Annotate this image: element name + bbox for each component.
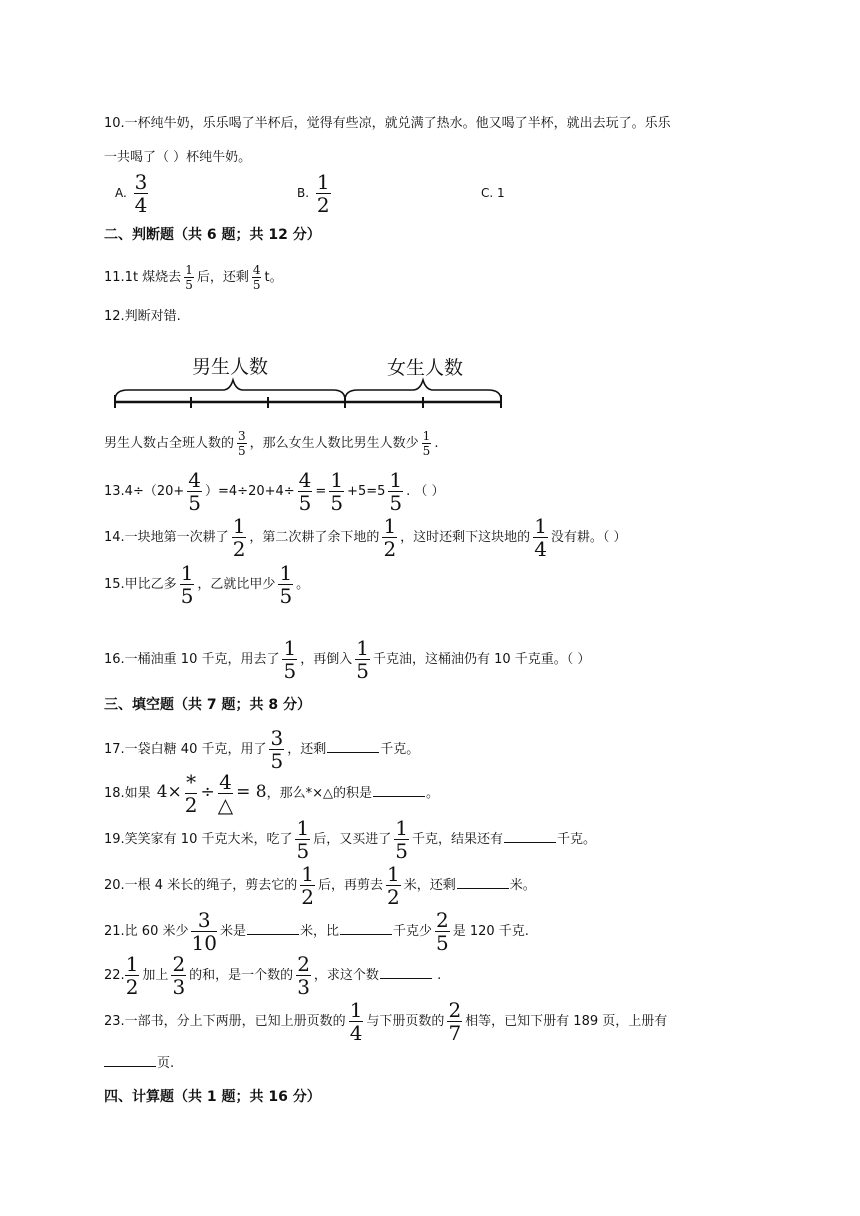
girls-label: 女生人数 bbox=[386, 357, 464, 379]
fraction: $\frac{1}{2}$ bbox=[232, 514, 246, 561]
fraction: $\frac{1}{5}$ bbox=[395, 816, 408, 863]
fraction: $\frac{1}{5}$ bbox=[422, 429, 431, 458]
fraction: $\frac{3}{10}$ bbox=[191, 908, 217, 955]
fraction: $\frac{4}{5}$ bbox=[298, 468, 312, 515]
answer-blank[interactable] bbox=[104, 1065, 156, 1067]
segment-diagram bbox=[108, 345, 508, 415]
answer-blank[interactable] bbox=[504, 841, 556, 843]
fraction: $\frac{1}{5}$ bbox=[180, 561, 194, 608]
q10-option-c: C. 1 bbox=[481, 186, 505, 200]
q12-statement: 男生人数占全班人数的 $\frac{3}{5}$ ，那么女生人数比男生人数少 $\frac{1}{5}$ . bbox=[104, 429, 439, 458]
fraction: $\frac{3}{5}$ bbox=[270, 726, 284, 773]
fraction: $\frac{1}{5}$ bbox=[356, 636, 369, 683]
q10-line2: 一共喝了（ ）杯纯牛奶。 bbox=[104, 150, 252, 165]
q13: 13.4÷（20+ $\frac{4}{5}$ ）=4÷20+4÷ $\frac{4}{5}$ = $\frac{1}{5}$ +5=5 $\frac{1}{5}$ . （ ） bbox=[104, 468, 445, 515]
boys-label: 男生人数 bbox=[191, 356, 269, 378]
q11: 11.1t 煤烧去 $\frac{1}{5}$ 后，还剩 $\frac{4}{5}$ t。 bbox=[104, 263, 283, 292]
q10-option-b bbox=[297, 172, 334, 215]
q17: 17.一袋白糖 40 千克，用了 $\frac{3}{5}$ ，还剩 千克。 bbox=[104, 726, 420, 773]
fraction: $\frac{1}{2}$ bbox=[316, 170, 330, 217]
fraction: $\frac{1}{4}$ bbox=[534, 514, 547, 561]
q20: 20.一根 4 米长的绳子，剪去它的 $\frac{1}{2}$ 后，再剪去 $\frac{1}{2}$ 米，还剩 米。 bbox=[104, 862, 536, 909]
q14: 14.一块地第一次耕了 $\frac{1}{2}$ ，第二次耕了余下地的 $\frac{1}{2}$ ，这时还剩下这块地的 $\frac{1}{4}$ 没有耕。（ ） bbox=[104, 514, 627, 561]
fraction: $\frac{2}{5}$ bbox=[435, 908, 449, 955]
option-b-label: B. bbox=[297, 186, 310, 200]
fraction: $\frac{3}{5}$ bbox=[238, 429, 246, 458]
fraction: $\frac{1}{5}$ bbox=[283, 636, 297, 683]
fraction: $\frac{1}{2}$ bbox=[383, 514, 397, 561]
fraction: $\frac{1}{2}$ bbox=[301, 862, 314, 909]
boys-brace bbox=[115, 380, 345, 400]
fraction: $\frac{1}{2}$ bbox=[125, 952, 139, 999]
fraction: $\frac{1}{5}$ bbox=[330, 468, 344, 515]
fraction: $\frac{1}{5}$ bbox=[185, 263, 193, 292]
fraction: 4 △ bbox=[217, 770, 234, 817]
answer-blank[interactable] bbox=[373, 795, 425, 797]
fraction: $\frac{1}{4}$ bbox=[349, 998, 363, 1045]
fraction: $\frac{2}{3}$ bbox=[172, 952, 186, 999]
fraction: $\frac{2}{7}$ bbox=[448, 998, 462, 1045]
q23-line1: 23.一部书，分上下两册，已知上册页数的 $\frac{1}{4}$ 与下册页数的 $\frac{2}{7}$ 相等，已知下册有 189 页，上册有 bbox=[104, 998, 668, 1045]
section-4-heading: 四、计算题（共 1 题；共 16 分） bbox=[104, 1089, 321, 1105]
answer-blank[interactable] bbox=[380, 977, 432, 979]
q10-line1: 10.一杯纯牛奶，乐乐喝了半杯后，觉得有些凉，就兑满了热水。他又喝了半杯，就出去玩了。乐乐 bbox=[104, 116, 671, 131]
q15: 15.甲比乙多 $\frac{1}{5}$ ，乙就比甲少 $\frac{1}{5}$ 。 bbox=[104, 561, 310, 608]
answer-blank[interactable] bbox=[457, 887, 509, 889]
q23-line2: 页. bbox=[104, 1052, 174, 1071]
q22: 22. $\frac{1}{2}$ 加上 $\frac{2}{3}$ 的和，是一个数的 $\frac{2}{3}$ ，求这个数 . bbox=[104, 952, 442, 999]
option-a-label: A. bbox=[115, 186, 127, 200]
q12-title: 12.判断对错. bbox=[104, 309, 181, 324]
fraction: $\frac{1}{2}$ bbox=[386, 862, 400, 909]
section-2-heading: 二、判断题（共 6 题；共 12 分） bbox=[104, 227, 321, 243]
fraction: $\frac{4}{5}$ bbox=[188, 468, 202, 515]
fraction: $\frac{3}{4}$ bbox=[134, 170, 148, 217]
answer-blank[interactable] bbox=[340, 933, 392, 935]
q21: 21.比 60 米少 $\frac{3}{10}$ 米是 米，比 千克少 $\frac{2}{5}$ 是 120 千克. bbox=[104, 908, 529, 955]
section-3-heading: 三、填空题（共 7 题；共 8 分） bbox=[104, 697, 311, 713]
q18: 18.如果 4× * 2 ÷ 4 △ = 8，那么*×△的积是 。 bbox=[104, 770, 439, 817]
answer-blank[interactable] bbox=[247, 933, 299, 935]
fraction: $\frac{1}{5}$ bbox=[296, 816, 310, 863]
fraction: $\frac{1}{5}$ bbox=[279, 561, 293, 608]
q10-option-a bbox=[115, 172, 151, 215]
q19: 19.笑笑家有 10 千克大米，吃了 $\frac{1}{5}$ 后，又买进了 $\frac{1}{5}$ 千克，结果还有 千克。 bbox=[104, 816, 596, 863]
fraction: * 2 bbox=[184, 770, 198, 817]
q16: 16.一桶油重 10 千克，用去了 $\frac{1}{5}$ ，再倒入 $\frac{1}{5}$ 千克油，这桶油仍有 10 千克重。（ ） bbox=[104, 636, 591, 683]
fraction: $\frac{1}{5}$ bbox=[389, 468, 403, 515]
fraction: $\frac{2}{3}$ bbox=[297, 952, 310, 999]
answer-blank[interactable] bbox=[327, 751, 379, 753]
fraction: $\frac{4}{5}$ bbox=[252, 263, 261, 292]
